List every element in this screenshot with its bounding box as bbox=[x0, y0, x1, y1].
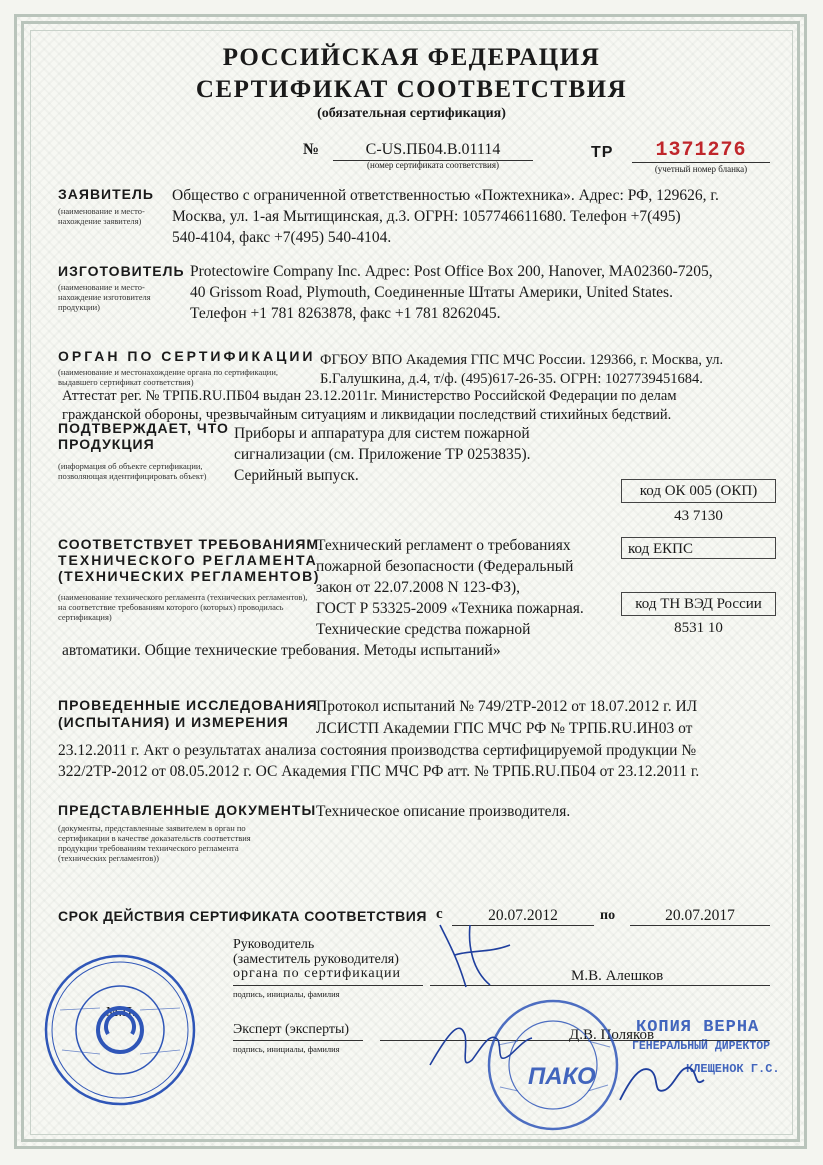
requirements-line-4: ГОСТ Р 53325-2009 «Техника пожарная. bbox=[316, 600, 584, 617]
okp-code-label: код ОК 005 (ОКП) bbox=[621, 479, 776, 503]
requirements-label-3: (ТЕХНИЧЕСКИХ РЕГЛАМЕНТОВ) bbox=[58, 568, 320, 584]
requirements-line-2: пожарной безопасности (Федеральный bbox=[316, 558, 574, 575]
documents-text: Техническое описание производителя. bbox=[316, 803, 571, 820]
requirements-label-2: ТЕХНИЧЕСКОГО РЕГЛАМЕНТА bbox=[58, 552, 318, 568]
tests-line-3: 23.12.2011 г. Акт о результатах анализа состояния производства сертифицируемой продукции № bbox=[58, 742, 697, 759]
certificate-title: СЕРТИФИКАТ СООТВЕТСТВИЯ bbox=[195, 76, 628, 103]
head-label-1: Руководитель bbox=[233, 937, 315, 952]
country-title: РОССИЙСКАЯ ФЕДЕРАЦИЯ bbox=[222, 44, 601, 71]
validity-to-word: по bbox=[600, 908, 616, 923]
head-label-3: органа по сертификации bbox=[233, 966, 402, 981]
manufacturer-line-3: Телефон +1 781 8263878, факс +1 781 8262045. bbox=[190, 305, 501, 322]
applicant-line-2: Москва, ул. 1-ая Мытищинская, д.3. ОГРН: 1057746611680. Телефон +7(495) bbox=[172, 208, 681, 225]
product-line-1: Приборы и аппаратура для систем пожарной bbox=[234, 425, 530, 442]
requirements-line-3: закон от 22.07.2008 N 123-ФЗ), bbox=[316, 579, 521, 596]
copy-stamp-line-3: КЛЕЩЕНОК Г.С. bbox=[686, 1062, 780, 1076]
product-line-3: Серийный выпуск. bbox=[234, 467, 359, 484]
requirements-caption: (наименование технического регламента (технических регламентов), на соответствие требованиям которого (которых) проводилась сертификация) bbox=[58, 592, 308, 622]
number-sign: № bbox=[303, 141, 320, 158]
manufacturer-label: ИЗГОТОВИТЕЛЬ bbox=[58, 263, 185, 279]
tests-label-2: (ИСПЫТАНИЯ) И ИЗМЕРЕНИЯ bbox=[58, 714, 289, 730]
copy-stamp-line-2: ГЕНЕРАЛЬНЫЙ ДИРЕКТОР bbox=[632, 1040, 771, 1053]
director-signature bbox=[610, 1050, 710, 1110]
product-line-2: сигнализации (см. Приложение ТР 0253835). bbox=[234, 446, 531, 463]
tests-line-1: Протокол испытаний № 749/2ТР-2012 от 18.07.2012 г. ИЛ bbox=[316, 698, 698, 715]
validity-from-word: с bbox=[436, 906, 443, 922]
tnved-code-value: 8531 10 bbox=[674, 620, 723, 636]
requirements-line-1: Технический регламент о требованиях bbox=[316, 537, 571, 554]
head-sign-caption: подпись, инициалы, фамилия bbox=[233, 989, 340, 999]
okp-code-value: 43 7130 bbox=[674, 508, 723, 524]
validity-label: СРОК ДЕЙСТВИЯ СЕРТИФИКАТА СООТВЕТСТВИЯ bbox=[58, 908, 427, 924]
head-signature bbox=[400, 915, 520, 995]
copy-stamp-line-1: КОПИЯ ВЕРНА bbox=[636, 1018, 760, 1037]
tests-label-1: ПРОВЕДЕННЫЕ ИССЛЕДОВАНИЯ bbox=[58, 697, 318, 713]
blank-number-caption: (учетный номер бланка) bbox=[654, 164, 748, 174]
tnved-code-label: код ТН ВЭД России bbox=[621, 592, 776, 616]
expert-signature bbox=[420, 1010, 540, 1080]
applicant-caption: (наименование и место-нахождение заявителя) bbox=[58, 206, 145, 226]
validity-from-date: 20.07.2012 bbox=[452, 907, 594, 926]
certification-body-label: ОРГАН ПО СЕРТИФИКАЦИИ bbox=[58, 348, 316, 364]
blank-number: 1371276 bbox=[632, 139, 770, 163]
company-stamp-text: ПАКО bbox=[528, 1063, 596, 1090]
product-label-1: ПОДТВЕРЖДАЕТ, ЧТО bbox=[58, 420, 229, 436]
requirements-line-6: автоматики. Общие технические требования. Методы испытаний» bbox=[62, 642, 501, 659]
certificate-subtitle: (обязательная сертификация) bbox=[317, 106, 506, 121]
mp-label: М.П. bbox=[106, 1005, 136, 1020]
documents-label: ПРЕДСТАВЛЕННЫЕ ДОКУМЕНТЫ bbox=[58, 802, 317, 818]
head-name: М.В. Алешков bbox=[571, 968, 664, 984]
requirements-label-1: СООТВЕТСТВУЕТ ТРЕБОВАНИЯМ bbox=[58, 536, 320, 552]
expert-sign-caption: подпись, инициалы, фамилия bbox=[233, 1044, 340, 1054]
ekps-code-label: код ЕКПС bbox=[621, 537, 776, 559]
tests-line-2: ЛСИСТП Академии ГПС МЧС РФ № ТРПБ.RU.ИН03 от bbox=[316, 720, 693, 737]
manufacturer-caption: (наименование и место-нахождение изготовителя продукции) bbox=[58, 282, 151, 312]
applicant-line-3: 540-4104, факс +7(495) 540-4104. bbox=[172, 229, 392, 246]
head-underline bbox=[233, 985, 423, 986]
certification-body-line-4: гражданской обороны, чрезвычайным ситуациям и ликвидации последствий стихийных бедствий. bbox=[62, 407, 672, 423]
head-label-2: (заместитель руководителя) bbox=[233, 952, 399, 967]
certification-body-line-2: Б.Галушкина, д.4, т/ф. (495)617-26-35. ОГРН: 1027739451684. bbox=[320, 371, 703, 387]
certification-body-line-3: Аттестат рег. № ТРПБ.RU.ПБ04 выдан 23.12.2011г. Министерство Российской Федерации по делам bbox=[62, 388, 677, 404]
applicant-label: ЗАЯВИТЕЛЬ bbox=[58, 186, 154, 202]
certificate-number: С-US.ПБ04.В.01114 bbox=[333, 140, 533, 161]
requirements-line-5: Технические средства пожарной bbox=[316, 621, 531, 638]
product-label-2: ПРОДУКЦИЯ bbox=[58, 436, 155, 452]
expert-label: Эксперт (эксперты) bbox=[233, 1022, 350, 1037]
tr-label: ТР bbox=[591, 144, 614, 161]
certification-seal bbox=[40, 950, 200, 1110]
manufacturer-line-2: 40 Grissom Road, Plymouth, Соединенные Штаты Америки, United States. bbox=[190, 284, 673, 301]
product-caption: (информация об объекте сертификации, позволяющая идентифицировать объект) bbox=[58, 461, 207, 481]
expert-underline bbox=[233, 1040, 363, 1041]
expert-name: Д.В. Поляков bbox=[569, 1027, 655, 1043]
certification-body-line-1: ФГБОУ ВПО Академия ГПС МЧС России. 129366, г. Москва, ул. bbox=[320, 352, 724, 368]
tests-line-4: 322/2ТР-2012 от 08.05.2012 г. ОС Академия ГПС МЧС РФ атт. № ТРПБ.RU.ПБ04 от 23.12.2011 г. bbox=[58, 763, 700, 780]
certificate-number-caption: (номер сертификата соответствия) bbox=[367, 160, 499, 170]
manufacturer-line-1: Protectowire Company Inc. Адрес: Post Office Box 200, Hanover, MA02360-7205, bbox=[190, 263, 713, 280]
certification-body-caption: (наименование и местонахождение органа по сертификации, выдавшего сертификат соответствия) bbox=[58, 367, 279, 387]
applicant-line-1: Общество с ограниченной ответственностью «Пожтехника». Адрес: РФ, 129626, г. bbox=[172, 187, 719, 204]
validity-to-date: 20.07.2017 bbox=[630, 907, 770, 926]
documents-caption: (документы, представленные заявителем в орган по сертификации в качестве доказательств соответствия продукции требованиям технического регламента (технических регламентов)) bbox=[58, 823, 251, 863]
